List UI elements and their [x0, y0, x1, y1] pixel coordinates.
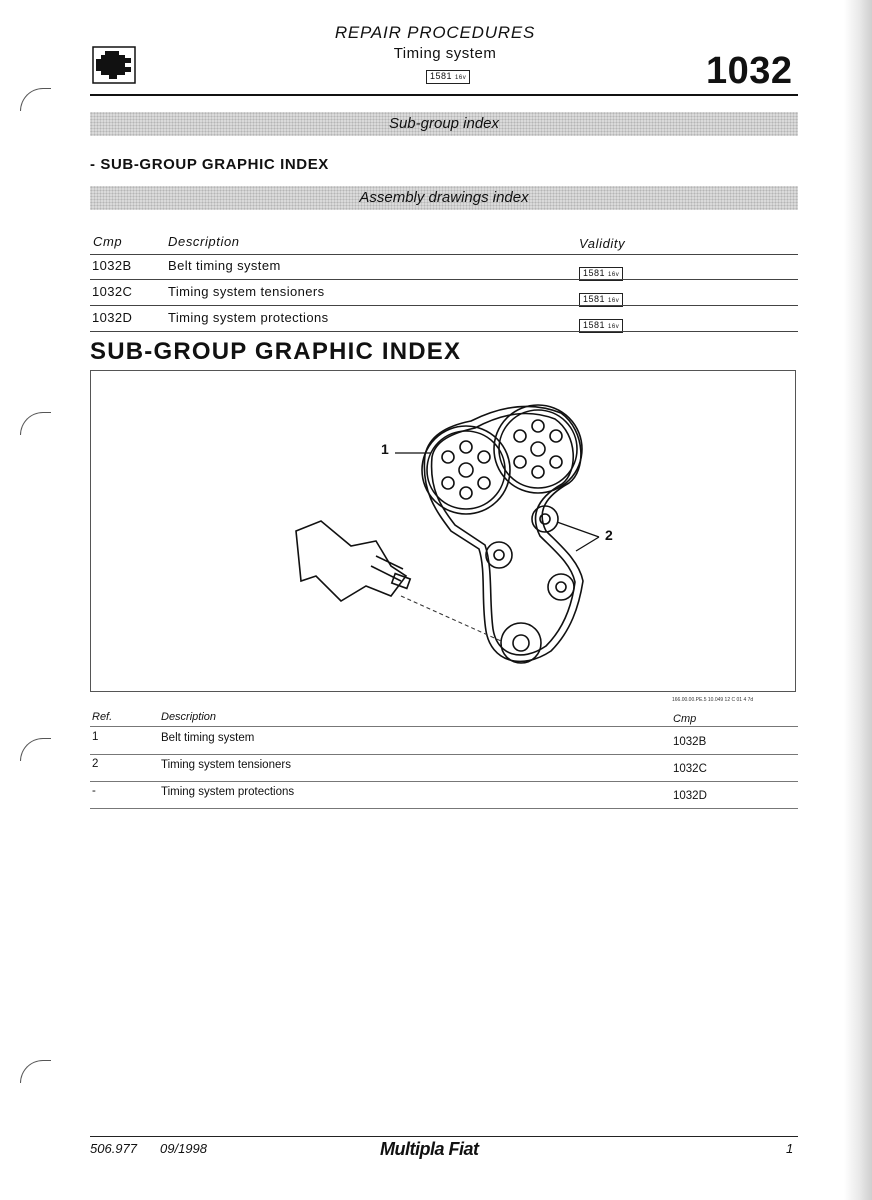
- table-rule: [90, 726, 798, 727]
- table-rule: [90, 808, 798, 809]
- doc-number: 506.977: [90, 1141, 137, 1156]
- row-cmp: 1032D: [673, 790, 707, 802]
- subgroup-heading-small: - SUB-GROUP GRAPHIC INDEX: [90, 156, 329, 173]
- section-label: REPAIR PROCEDURES: [334, 23, 536, 42]
- row-description: Timing system protections: [161, 786, 295, 798]
- validity-badge: 1581 16v: [579, 263, 623, 281]
- timing-belt-drawing: [91, 371, 797, 693]
- binder-hole: [20, 88, 51, 111]
- col-validity: Validity: [579, 236, 626, 251]
- row-cmp: 1032C: [673, 763, 707, 775]
- figure-reference-code: 166.00.00.PE.5 10.049 12 C 01 4 7d: [672, 697, 754, 703]
- table-rule: [90, 305, 798, 306]
- row-ref: 2: [92, 758, 99, 770]
- col-cmp: Cmp: [673, 713, 697, 725]
- engine-badge: [426, 66, 470, 84]
- engine-badge-code: 1581: [430, 71, 453, 81]
- binder-hole: [20, 412, 51, 435]
- callout-1: 1: [381, 441, 389, 457]
- table-rule: [90, 754, 798, 755]
- row-description: Belt timing system: [161, 732, 255, 744]
- table-rule: [90, 279, 798, 280]
- assembly-band: Assembly drawings index: [90, 186, 798, 210]
- engine-badge-sub: 16v: [455, 75, 467, 81]
- subgroup-band: Sub-group index: [90, 112, 798, 136]
- timing-belt-figure: [90, 370, 796, 692]
- row-ref: -: [92, 785, 96, 797]
- doc-date: 09/1998: [160, 1141, 207, 1156]
- page-number: 1: [786, 1141, 794, 1156]
- page-title: Timing system: [393, 45, 497, 62]
- group-number: 1032: [706, 50, 793, 92]
- callout-2: 2: [605, 527, 613, 543]
- col-description: Description: [161, 711, 217, 723]
- row-cmp: 1032C: [92, 284, 133, 299]
- brand-logo: Multipla Fiat: [380, 1139, 479, 1159]
- binder-hole: [20, 1060, 51, 1083]
- validity-badge: 1581 16v: [579, 315, 623, 333]
- validity-badge: 1581 16v: [579, 289, 623, 307]
- subgroup-heading-large: SUB-GROUP GRAPHIC INDEX: [90, 338, 462, 365]
- row-description: Belt timing system: [168, 258, 281, 273]
- row-cmp: 1032D: [92, 310, 133, 325]
- row-description: Timing system tensioners: [168, 284, 325, 299]
- table-rule: [90, 331, 798, 332]
- row-cmp: 1032B: [92, 258, 132, 273]
- col-ref: Ref.: [92, 711, 113, 723]
- row-ref: 1: [92, 731, 99, 743]
- footer-rule: [90, 1136, 798, 1137]
- row-description: Timing system tensioners: [161, 759, 291, 771]
- row-cmp: 1032B: [673, 736, 707, 748]
- row-description: Timing system protections: [168, 310, 329, 325]
- col-description: Description: [168, 234, 240, 249]
- header-rule: [90, 94, 798, 96]
- page-edge-shadow: [844, 0, 872, 1200]
- binder-hole: [20, 738, 51, 761]
- table-rule: [90, 781, 798, 782]
- col-cmp: Cmp: [93, 234, 123, 249]
- table-rule: [90, 254, 798, 255]
